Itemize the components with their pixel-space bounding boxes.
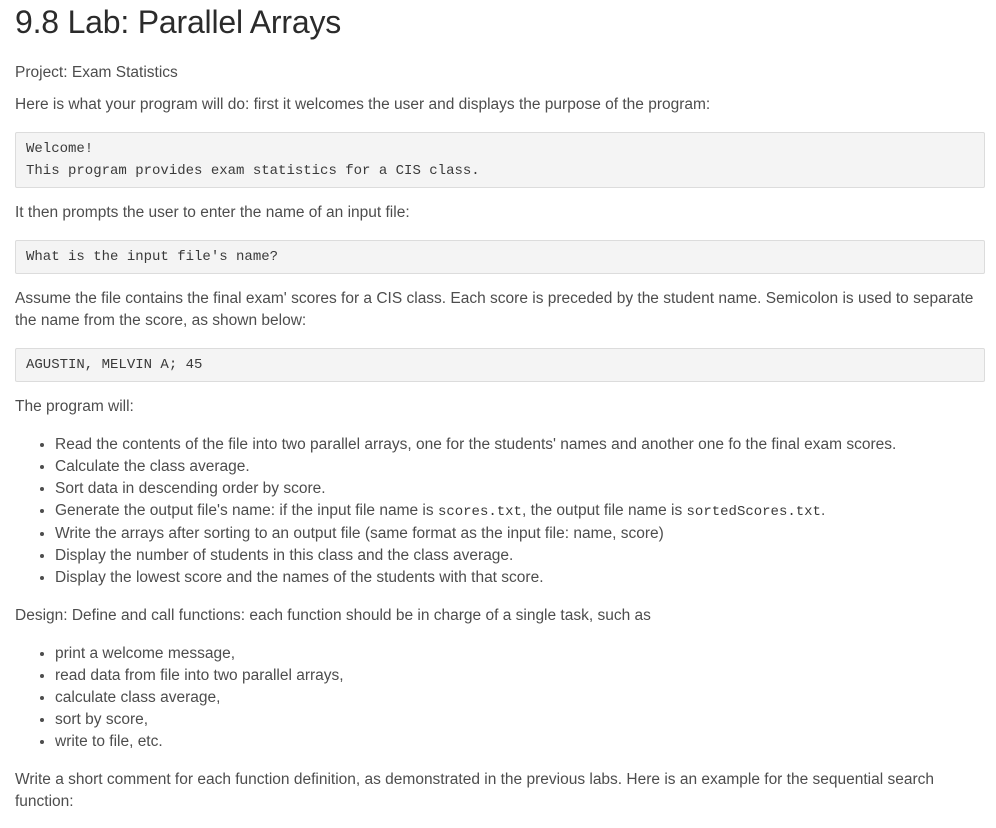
list-item-text: . (820, 502, 826, 519)
page-title: 9.8 Lab: Parallel Arrays (15, 4, 342, 40)
list-item: • Display the lowest score and the names of the students with that score. (55, 567, 985, 589)
list-item: • write to file, etc. (55, 731, 985, 753)
input-filename-code: scores.txt (437, 504, 522, 520)
list-item: • Read the contents of the file into two parallel arrays, one for the students' names and another one fo the final exam scores. (55, 434, 985, 456)
list-item-text: Generate the output file's name: if the input file name is (55, 502, 438, 519)
list-item: • read data from file into two parallel arrays, (55, 665, 985, 687)
intro-paragraph: Here is what your program will do: first it welcomes the user and displays the purpose of the program: (15, 96, 711, 113)
code-line: AGUSTIN, MELVIN A; 45 (26, 357, 203, 373)
prompt-intro-paragraph: It then prompts the user to enter the name of an input file: (15, 204, 410, 221)
program-steps-list (15, 434, 985, 589)
list-item: • Sort data in descending order by score. (55, 478, 985, 500)
lab-content (15, 0, 985, 813)
list-item: • sort by score, (55, 709, 985, 731)
prompt-code-block (15, 240, 985, 274)
list-item: • calculate class average, (55, 687, 985, 709)
list-item: • Calculate the class average. (55, 456, 985, 478)
code-line: Welcome! (26, 141, 94, 157)
comment-paragraph: Write a short comment for each function definition, as demonstrated in the previous labs. Here is an example for the sequential search function: (15, 771, 935, 810)
code-line: What is the input file's name? (26, 249, 279, 265)
assume-paragraph: Assume the file contains the final exam' scores for a CIS class. Each score is preceded by the student name. Semicolon is used to separate the name from the score, as shown below: (15, 290, 974, 329)
project-label: Project: Exam Statistics (15, 64, 178, 81)
welcome-code-block (15, 132, 985, 188)
list-item: • print a welcome message, (55, 643, 985, 665)
sample-code-block (15, 348, 985, 382)
program-will-label: The program will: (15, 398, 134, 415)
list-item: • Write the arrays after sorting to an output file (same format as the input file: name, score) (55, 523, 985, 545)
output-filename-code: sortedScores.txt (686, 504, 821, 520)
list-item (55, 500, 985, 523)
design-functions-list (15, 643, 985, 753)
list-item-text: , the output file name is (521, 502, 687, 519)
design-paragraph: Design: Define and call functions: each function should be in charge of a single task, such as (15, 607, 651, 624)
list-item: • Display the number of students in this class and the class average. (55, 545, 985, 567)
code-line: This program provides exam statistics for a CIS class. (26, 163, 480, 179)
